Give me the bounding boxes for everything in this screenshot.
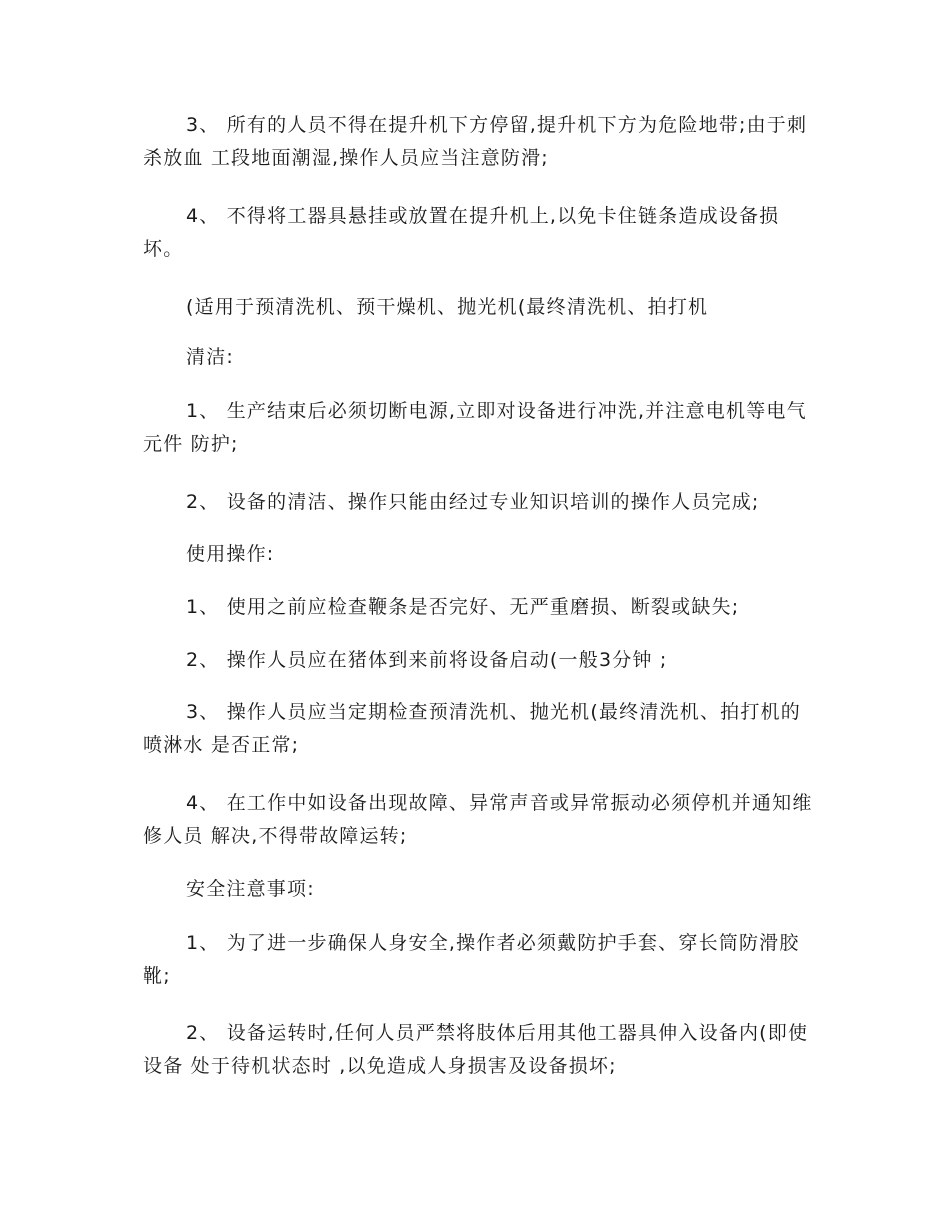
paragraph-safety-1: 1、 为了进一步确保人身安全,操作者必须戴防护手套、穿长筒防滑胶靴;: [143, 932, 800, 987]
paragraph-safety-2: 2、 设备运转时,任何人员严禁将肢体后用其他工器具伸入设备内(即使设备 处于待机状态时 ,以免造成人身损害及设备损坏;: [143, 1022, 809, 1077]
paragraph-rule-4-hoist: 4、 不得将工器具悬挂或放置在提升机上,以免卡住链条造成设备损坏。: [143, 205, 780, 260]
paragraph-operation-3: 3、 操作人员应当定期检查预清洗机、抛光机(最终清洗机、拍打机的喷淋水 是否正常;: [143, 701, 801, 756]
paragraph-operation-2: 2、 操作人员应在猪体到来前将设备启动(一般3分钟 ;: [186, 649, 668, 671]
heading-operation: 使用操作:: [186, 543, 275, 565]
paragraph-rule-3-hoist: 3、 所有的人员不得在提升机下方停留,提升机下方为危险地带;由于刺杀放血 工段地面潮湿,操作人员应当注意防滑;: [143, 114, 808, 169]
paragraph-applicable-scope: (适用于预清洗机、预干燥机、抛光机(最终清洗机、拍打机: [186, 296, 709, 318]
paragraph-operation-4: 4、 在工作中如设备出现故障、异常声音或异常振动必须停机并通知维修人员 解决,不得带故障运转;: [143, 792, 813, 847]
paragraph-cleaning-1: 1、 生产结束后必须切断电源,立即对设备进行冲洗,并注意电机等电气元件 防护;: [143, 400, 807, 455]
paragraph-operation-1: 1、 使用之前应检查鞭条是否完好、无严重磨损、断裂或缺失;: [186, 596, 740, 618]
heading-cleaning: 清洁:: [186, 346, 235, 368]
heading-safety: 安全注意事项:: [186, 878, 315, 900]
paragraph-cleaning-2: 2、 设备的清洁、操作只能由经过专业知识培训的操作人员完成;: [186, 491, 760, 513]
